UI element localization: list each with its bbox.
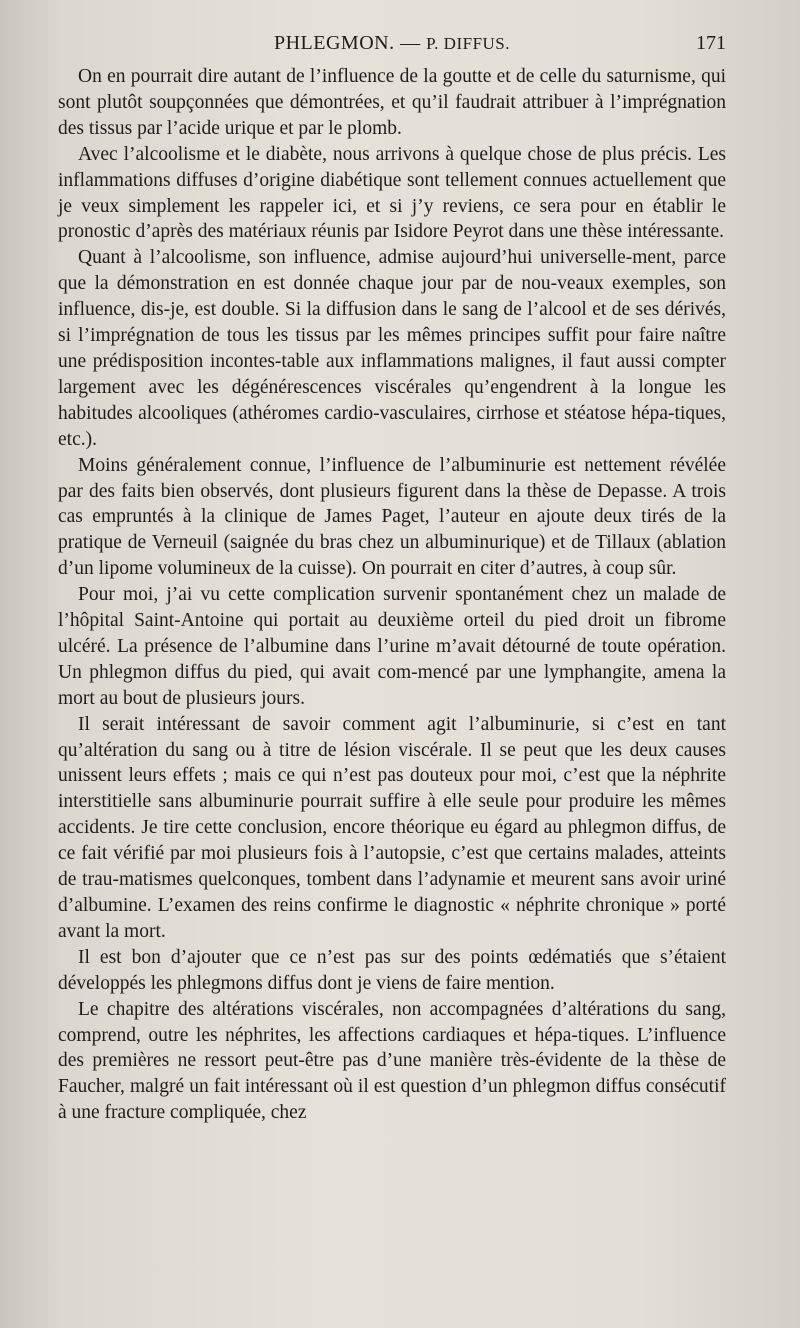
paragraph-visceral-alterations: Le chapitre des altérations viscérales, non accompagnées d’altérations du sang, comprend, outre les néphrites, les affections cardiaques et hépa-tiques. L’influence des premières ne ressort peut-être pas d’une manière très-évidente de la thèse de Faucher, malgré un fait intéressant où il est question d’un phlegmon diffus consécutif à une fracture compliquée, chez — [58, 998, 726, 1124]
running-head — [58, 32, 726, 55]
paragraph-gout-saturnism: On en pourrait dire autant de l’influence de la goutte et de celle du saturnisme, qui sont plutôt soupçonnées que démontrées, et qu’il faudrait attribuer à l’imprégnation des tissus par l’acide urique et par le plomb. — [58, 66, 726, 139]
paragraph-albuminuria: Moins généralement connue, l’influence de l’albuminurie est nettement révélée par des faits bien observés, dont plusieurs figurent dans la thèse de Depasse. A trois cas empruntés à la clinique de James Paget, l’auteur en ajoute deux tirés de la pratique de Verneuil (saignée du bras chez un albuminurique) et de Tillaux (ablation d’un lipome volumineux de la cuisse). On pourrait en citer d’autres, à coup sûr. — [58, 454, 726, 580]
running-head-subtitle: P. DIFFUS. — [426, 34, 511, 53]
paragraph-alcoholism-influence: Quant à l’alcoolisme, son influence, admise aujourd’hui universelle-ment, parce que la démonstration en est donnée chaque jour par de nou-veaux exemples, son influence, dis-je, est double. Si la diffusion dans le sang de l’alcool et de ses dérivés, si l’imprégnation de tous les tissus par les mêmes principes suffit pour faire naître une prédisposition incontes-table aux inflammations malignes, il faut aussi compter largement avec les dégénérescences viscérales qu’engendrent à la longue les habitudes alcooliques (athéromes cardio-vasculaires, cirrhose et stéatose hépa-tiques, etc.). — [58, 247, 726, 450]
paragraph-nephritis: Il serait intéressant de savoir comment agit l’albuminurie, si c’est en tant qu’altération du sang ou à titre de lésion viscérale. Il se peut que les deux causes unissent leurs effets ; mais ce qui n’est pas douteux pour moi, c’est que la néphrite interstitielle sans albuminurie pourrait suffire à elle seule pour produire les mêmes accidents. Je tire cette conclusion, encore théorique eu égard au phlegmon diffus, de ce fait vérifié par moi plusieurs fois à l’autopsie, c’est que certains malades, atteints de trau-matismes quelconques, tombent dans l’adynamie et meurent sans avoir uriné d’albumine. L’examen des reins confirme le diagnostic « néphrite chronique » porté avant la mort. — [58, 713, 726, 942]
paragraph-personal-case: Pour moi, j’ai vu cette complication survenir spontanément chez un malade de l’hôpital Saint-Antoine qui portait au deuxième orteil du pied droit un fibrome ulcéré. La présence de l’albumine dans l’urine m’avait détourné de toute opération. Un phlegmon diffus du pied, qui avait com-mencé par une lymphangite, amena la mort au bout de plusieurs jours. — [58, 584, 726, 709]
page-number: 171 — [696, 32, 726, 54]
body-text — [58, 64, 726, 1126]
paragraph-alcoholism-diabetes: Avec l’alcoolisme et le diabète, nous arrivons à quelque chose de plus précis. Les inflammations diffuses d’origine diabétique sont tellement connues actuellement que je veux simplement les rappeler ici, et si j’y reviens, ce sera pour en établir le pronostic d’après des matériaux réunis par Isidore Peyrot dans une thèse intéressante. — [58, 143, 726, 243]
paragraph-oedema-note: Il est bon d’ajouter que ce n’est pas sur des points œdématiés que s’étaient développés les phlegmons diffus dont je viens de faire mention. — [58, 946, 726, 994]
page-header — [58, 32, 726, 60]
running-head-title: PHLEGMON. — — [273, 32, 421, 54]
